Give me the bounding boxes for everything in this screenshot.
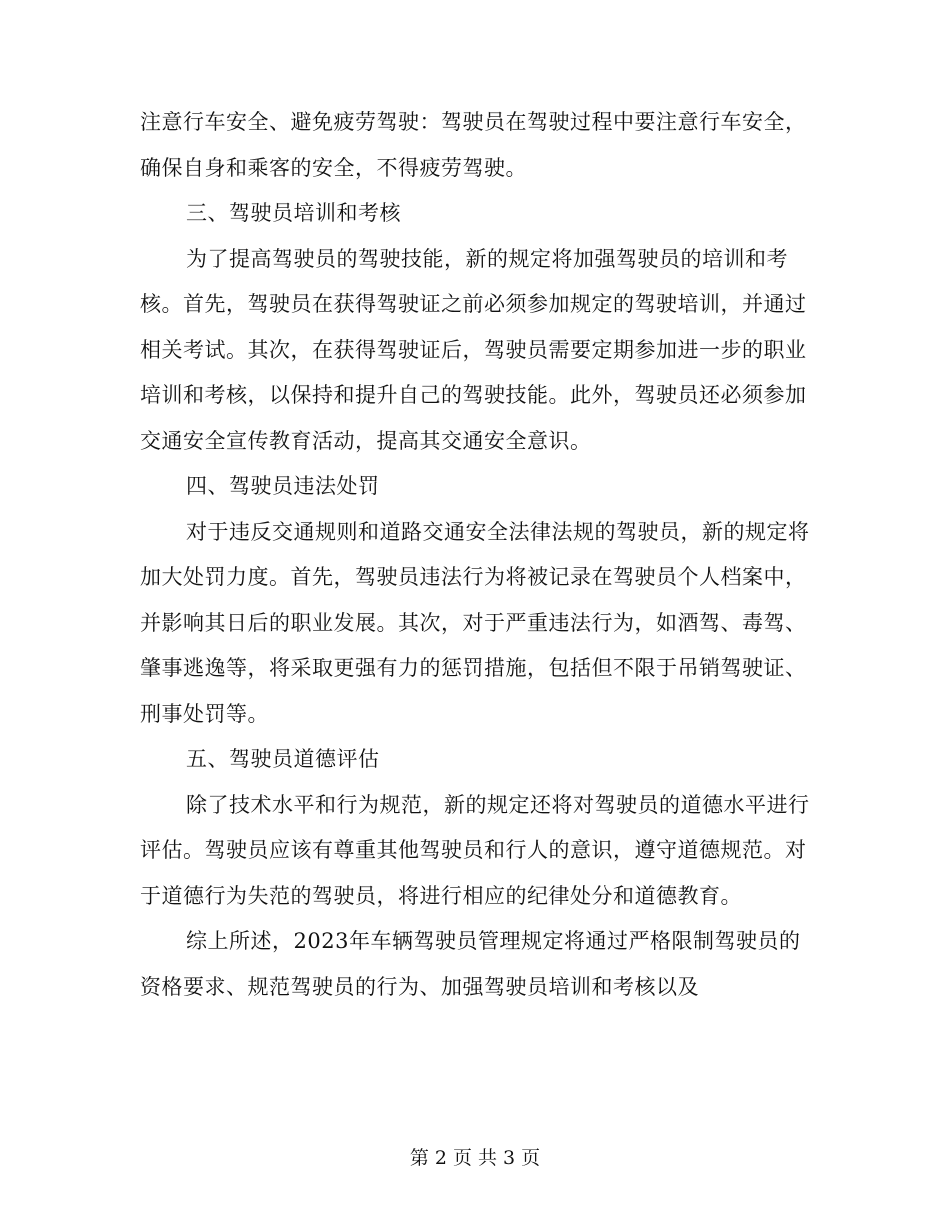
paragraph-ethics: 除了技术水平和行为规范，新的规定还将对驾驶员的道德水平进行评估。驾驶员应该有尊重其他驾驶员和行人的意识，遵守道德规范。对于道德行为失范的驾驶员，将进行相应的纪律处分和道德教育。 <box>140 792 810 908</box>
section-heading-penalties: 四、驾驶员违法处罚 <box>186 474 380 498</box>
page-number-footer: 第 2 页 共 3 页 <box>409 1147 541 1169</box>
paragraph-penalties: 对于违反交通规则和道路交通安全法律法规的驾驶员，新的规定将加大处罚力度。首先，驾驶员违法行为将被记录在驾驶员个人档案中，并影响其日后的职业发展。其次，对于严重违法行为，如酒驾、毒驾、肇事逃逸等，将采取更强有力的惩罚措施，包括但不限于吊销驾驶证、刑事处罚等。 <box>140 519 810 726</box>
section-heading-ethics: 五、驾驶员道德评估 <box>186 747 380 771</box>
section-heading-training: 三、驾驶员培训和考核 <box>186 201 401 225</box>
paragraph-summary: 综上所述，2023年车辆驾驶员管理规定将通过严格限制驾驶员的资格要求、规范驾驶员的行为、加强驾驶员培训和考核以及 <box>140 929 801 999</box>
paragraph-continuation: 注意行车安全、避免疲劳驾驶：驾驶员在驾驶过程中要注意行车安全，确保自身和乘客的安全，不得疲劳驾驶。 <box>140 110 807 180</box>
paragraph-training: 为了提高驾驶员的驾驶技能，新的规定将加强驾驶员的培训和考核。首先，驾驶员在获得驾驶证之前必须参加规定的驾驶培训，并通过相关考试。其次，在获得驾驶证后，驾驶员需要定期参加进一步的职业培训和考核，以保持和提升自己的驾驶技能。此外，驾驶员还必须参加交通安全宣传教育活动，提高其交通安全意识。 <box>140 246 807 453</box>
document-body <box>140 100 810 1010</box>
